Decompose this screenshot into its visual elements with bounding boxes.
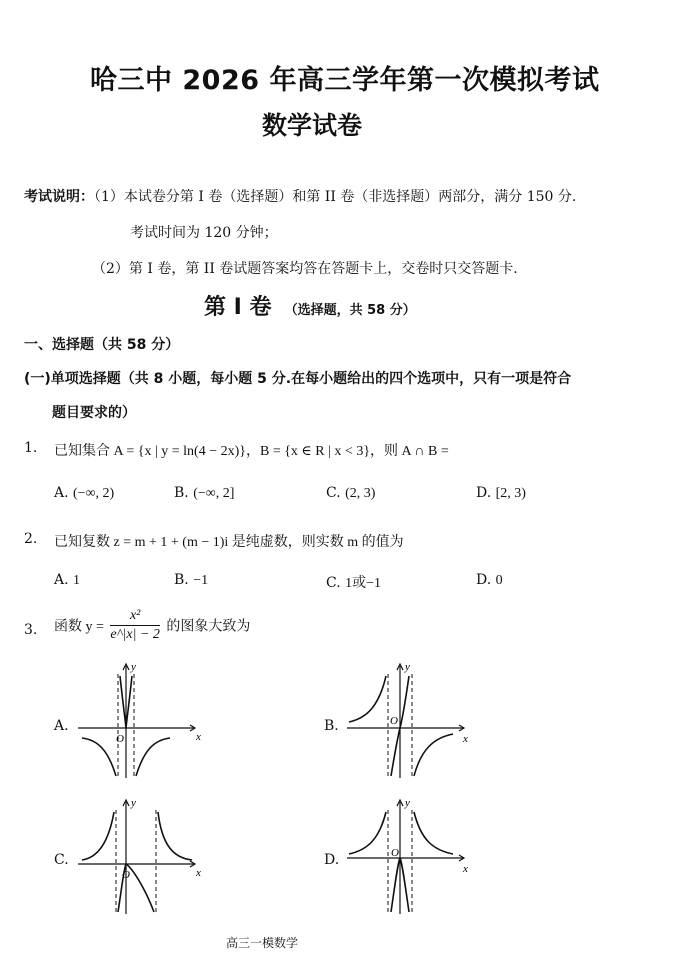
q1-option-b-letter: B. xyxy=(174,485,189,501)
q3-stem-suffix: 的图象大致为 xyxy=(166,619,251,635)
q2-option-b[interactable] xyxy=(174,572,208,589)
q1-option-a-letter: A. xyxy=(54,485,69,501)
part1-title: 第 I 卷 xyxy=(204,295,272,320)
q2-option-c[interactable] xyxy=(326,572,381,592)
graph-b-origin-label: O xyxy=(390,715,398,727)
graph-b-y-label: y xyxy=(405,661,410,673)
exam-title: 哈三中 2026 年高三学年第一次模拟考试 xyxy=(90,65,600,96)
q3-option-c-label[interactable]: C. xyxy=(54,852,69,868)
graph-c-y-label: y xyxy=(131,797,136,809)
graph-c-x-label: x xyxy=(196,867,201,879)
q3-fraction-denominator: e^|x| − 2 xyxy=(110,627,160,642)
section1-sub-line2: 题目要求的） xyxy=(52,405,136,421)
q2-option-d-letter: D. xyxy=(476,572,492,588)
exam-subtitle: 数学试卷 xyxy=(262,111,363,140)
question-3-stem xyxy=(54,608,250,643)
q3-graph-d[interactable] xyxy=(345,796,475,916)
q3-fraction xyxy=(110,608,159,643)
q2-option-b-text: −1 xyxy=(193,573,209,588)
graph-a-curve-left xyxy=(82,738,116,776)
q2-option-a-text: 1 xyxy=(73,573,81,588)
graph-a-y-label: y xyxy=(131,661,136,673)
question-1-stem: 已知集合 A = {x | y = ln(4 − 2x)}，B = {x ∈ R | x < 3}，则 A ∩ B = xyxy=(54,444,449,459)
q1-option-a-text: (−∞, 2) xyxy=(73,486,115,501)
graph-a-curve-right xyxy=(136,738,170,776)
q2-option-d-text: 0 xyxy=(495,573,503,588)
q1-option-d[interactable] xyxy=(476,485,526,502)
q3-graph-a[interactable] xyxy=(76,660,206,780)
q3-fraction-numerator: x² xyxy=(110,608,159,626)
page-footer: 高三一模数学 xyxy=(226,936,299,950)
graph-c-curve-right xyxy=(158,812,192,860)
q1-option-c-letter: C. xyxy=(326,485,341,501)
question-3-number: 3. xyxy=(24,622,38,638)
graph-b-curve-right xyxy=(414,734,453,776)
instructions-line3: （2）第 I 卷，第 II 卷试题答案均答在答题卡上，交卷时只交答题卡. xyxy=(92,261,518,277)
q3-graph-b[interactable] xyxy=(345,660,475,780)
part1-subtitle: （选择题，共 58 分） xyxy=(284,303,416,318)
instructions-label: 考试说明： xyxy=(24,189,94,205)
graph-d-curve-left xyxy=(349,812,386,854)
q3-graph-c[interactable] xyxy=(76,796,206,916)
q2-option-a-letter: A. xyxy=(54,572,69,588)
q3-stem-prefix: 函数 y = xyxy=(54,619,104,635)
instructions-line1 xyxy=(24,186,576,206)
instructions-line2: 考试时间为 120 分钟； xyxy=(130,225,278,241)
question-1-number: 1. xyxy=(24,440,38,456)
q1-option-d-letter: D. xyxy=(476,485,492,501)
graph-a-x-label: x xyxy=(196,731,201,743)
q1-option-c[interactable] xyxy=(326,485,375,502)
graph-d-origin-label: O xyxy=(391,847,399,859)
question-2-stem: 已知复数 z = m + 1 + (m − 1)i 是纯虚数，则实数 m 的值为 xyxy=(54,535,404,550)
graph-b-curve-left xyxy=(349,676,386,722)
q2-option-b-letter: B. xyxy=(174,572,189,588)
q1-option-c-text: (2, 3) xyxy=(345,486,376,501)
part1-heading xyxy=(204,290,416,321)
q2-option-a[interactable] xyxy=(54,572,80,589)
q2-option-c-text: 1或−1 xyxy=(345,576,382,591)
q2-option-d[interactable] xyxy=(476,572,503,589)
section1-title: 一、选择题（共 58 分） xyxy=(24,337,180,353)
graph-c-origin-label: O xyxy=(122,869,130,881)
section1-sub-line1: (一)单项选择题（共 8 小题，每小题 5 分.在每小题给出的四个选项中，只有一项是符合 xyxy=(24,371,572,387)
q3-option-a-label[interactable]: A. xyxy=(54,718,69,734)
graph-d-curve-right xyxy=(414,812,453,854)
question-2-number: 2. xyxy=(24,531,38,547)
q3-option-d-label[interactable]: D. xyxy=(324,852,340,868)
graph-d-y-label: y xyxy=(405,797,410,809)
q1-option-b-text: (−∞, 2] xyxy=(193,486,235,501)
q1-option-a[interactable] xyxy=(54,485,114,502)
q1-option-b[interactable] xyxy=(174,485,234,502)
graph-c-curve-left xyxy=(82,812,114,860)
graph-a-origin-label: O xyxy=(116,733,124,745)
graph-b-x-label: x xyxy=(463,733,468,745)
graph-d-x-label: x xyxy=(463,863,468,875)
instructions-text1: （1）本试卷分第 I 卷（选择题）和第 II 卷（非选择题）两部分，满分 150 分. xyxy=(94,189,577,205)
q3-option-b-label[interactable]: B. xyxy=(324,718,339,734)
q1-option-d-text: [2, 3) xyxy=(495,486,526,501)
q2-option-c-letter: C. xyxy=(326,575,341,591)
